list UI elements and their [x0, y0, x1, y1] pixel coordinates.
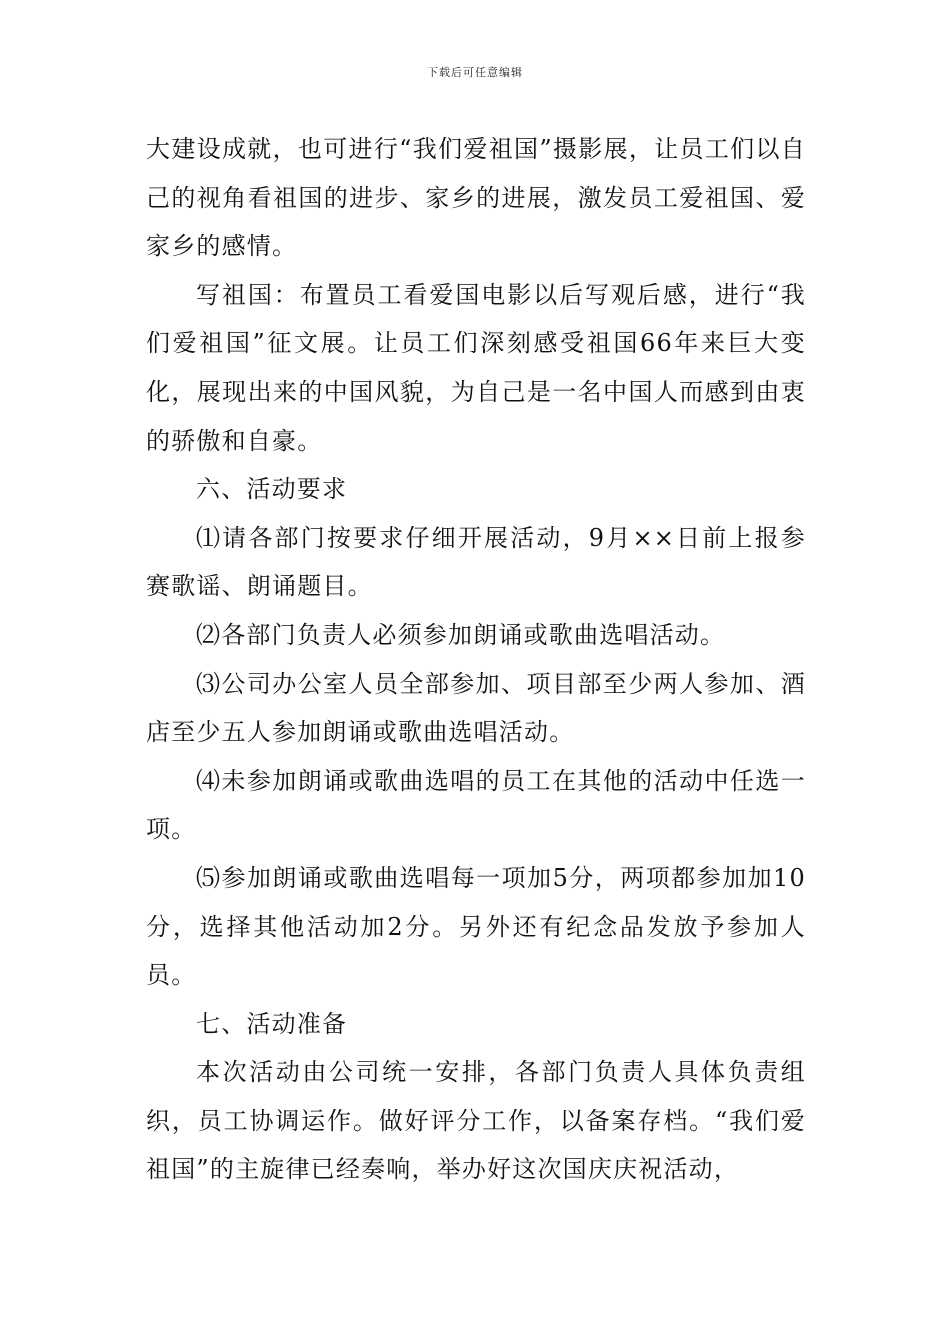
- requirement-item-1: ⑴请各部门按要求仔细开展活动，9月××日前上报参赛歌谣、朗诵题目。: [146, 523, 806, 601]
- paragraph-continuation: 大建设成就，也可进行“我们爱祖国”摄影展，让员工们以自己的视角看祖国的进步、家乡的进展，激发员工爱祖国、爱家乡的感情。: [146, 135, 806, 261]
- requirement-item-3: ⑶公司办公室人员全部参加、项目部至少两人参加、酒店至少五人参加朗诵或歌曲选唱活动。: [146, 669, 806, 747]
- requirement-item-4: ⑷未参加朗诵或歌曲选唱的员工在其他的活动中任选一项。: [146, 766, 806, 844]
- paragraph-write-motherland: 写祖国：布置员工看爱国电影以后写观后感，进行“我们爱祖国”征文展。让员工们深刻感受祖国66年来巨大变化，展现出来的中国风貌，为自己是一名中国人而感到由衷的骄傲和自豪。: [146, 280, 806, 455]
- requirement-item-5: ⑸参加朗诵或歌曲选唱每一项加5分，两项都参加加10分，选择其他活动加2分。另外还有纪念品发放予参加人员。: [146, 863, 806, 990]
- page-header: 下载后可任意编辑: [427, 66, 523, 79]
- document-body: [146, 125, 806, 1194]
- section-heading-requirements: 六、活动要求: [196, 475, 348, 504]
- paragraph-preparation: 本次活动由公司统一安排，各部门负责人具体负责组织，员工协调运作。做好评分工作，以备案存档。“我们爱祖国”的主旋律已经奏响，举办好这次国庆庆祝活动，: [146, 1058, 806, 1184]
- section-heading-preparation: 七、活动准备: [196, 1009, 348, 1038]
- requirement-item-2: ⑵各部门负责人必须参加朗诵或歌曲选唱活动。: [196, 620, 726, 649]
